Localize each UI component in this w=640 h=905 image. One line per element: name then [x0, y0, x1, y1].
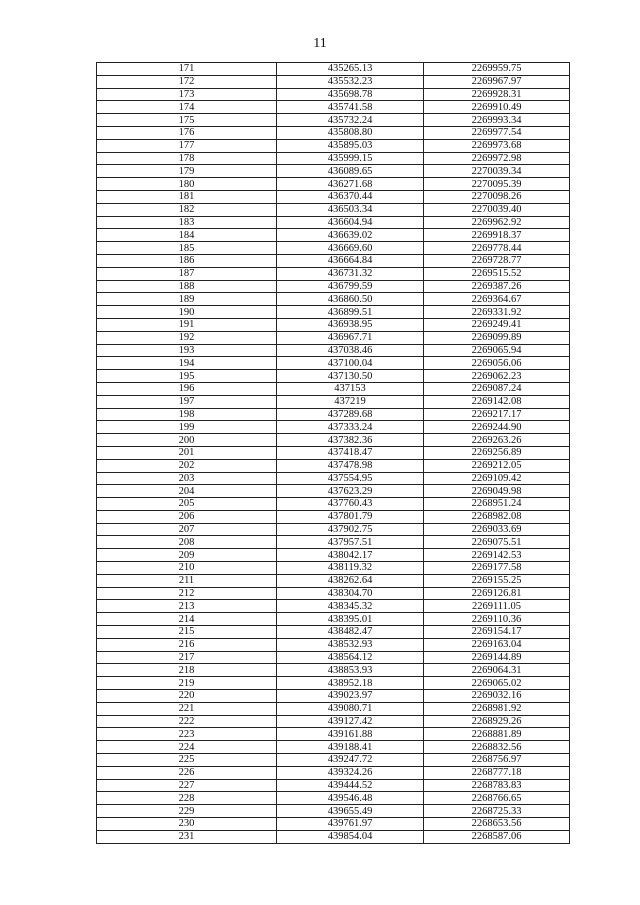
point-number-cell: 227	[97, 779, 277, 792]
point-number-cell: 222	[97, 715, 277, 728]
point-number-cell: 198	[97, 408, 277, 421]
x-coordinate-cell: 436799.59	[277, 280, 424, 293]
x-coordinate-cell: 438304.70	[277, 587, 424, 600]
table-row	[97, 421, 570, 434]
x-coordinate-cell: 439247.72	[277, 754, 424, 767]
table-row	[97, 805, 570, 818]
y-coordinate-cell: 2269972.98	[424, 152, 570, 165]
x-coordinate-cell: 439080.71	[277, 702, 424, 715]
y-coordinate-cell: 2269155.25	[424, 574, 570, 587]
y-coordinate-cell: 2269126.81	[424, 587, 570, 600]
table-row	[97, 190, 570, 203]
x-coordinate-cell: 436669.60	[277, 242, 424, 255]
table-row	[97, 498, 570, 511]
y-coordinate-cell: 2268777.18	[424, 766, 570, 779]
x-coordinate-cell: 437289.68	[277, 408, 424, 421]
x-coordinate-cell: 437623.29	[277, 485, 424, 498]
y-coordinate-cell: 2268766.65	[424, 792, 570, 805]
table-row	[97, 331, 570, 344]
table-row	[97, 779, 570, 792]
table-row	[97, 587, 570, 600]
point-number-cell: 193	[97, 344, 277, 357]
point-number-cell: 197	[97, 395, 277, 408]
x-coordinate-cell: 439546.48	[277, 792, 424, 805]
table-row	[97, 280, 570, 293]
table-row	[97, 754, 570, 767]
point-number-cell: 183	[97, 216, 277, 229]
x-coordinate-cell: 439188.41	[277, 741, 424, 754]
y-coordinate-cell: 2268725.33	[424, 805, 570, 818]
point-number-cell: 191	[97, 318, 277, 331]
x-coordinate-cell: 438564.12	[277, 651, 424, 664]
y-coordinate-cell: 2269967.97	[424, 75, 570, 88]
table-row	[97, 293, 570, 306]
point-number-cell: 230	[97, 818, 277, 831]
y-coordinate-cell: 2269959.75	[424, 63, 570, 76]
x-coordinate-cell: 435808.80	[277, 126, 424, 139]
table-row	[97, 203, 570, 216]
table-row	[97, 306, 570, 319]
table-row	[97, 715, 570, 728]
y-coordinate-cell: 2269993.34	[424, 114, 570, 127]
y-coordinate-cell: 2269973.68	[424, 139, 570, 152]
y-coordinate-cell: 2268981.92	[424, 702, 570, 715]
point-number-cell: 177	[97, 139, 277, 152]
y-coordinate-cell: 2268881.89	[424, 728, 570, 741]
table-row	[97, 626, 570, 639]
x-coordinate-cell: 436938.95	[277, 318, 424, 331]
point-number-cell: 172	[97, 75, 277, 88]
table-row	[97, 344, 570, 357]
x-coordinate-cell: 435698.78	[277, 88, 424, 101]
point-number-cell: 209	[97, 549, 277, 562]
point-number-cell: 185	[97, 242, 277, 255]
x-coordinate-cell: 439324.26	[277, 766, 424, 779]
table-row	[97, 75, 570, 88]
table-row	[97, 690, 570, 703]
x-coordinate-cell: 438853.93	[277, 664, 424, 677]
y-coordinate-cell: 2269918.37	[424, 229, 570, 242]
point-number-cell: 196	[97, 382, 277, 395]
table-row	[97, 434, 570, 447]
point-number-cell: 204	[97, 485, 277, 498]
point-number-cell: 188	[97, 280, 277, 293]
y-coordinate-cell: 2269364.67	[424, 293, 570, 306]
x-coordinate-cell: 437554.95	[277, 472, 424, 485]
y-coordinate-cell: 2269065.94	[424, 344, 570, 357]
table-row	[97, 88, 570, 101]
table-row	[97, 101, 570, 114]
y-coordinate-cell: 2268783.83	[424, 779, 570, 792]
x-coordinate-cell: 436967.71	[277, 331, 424, 344]
point-number-cell: 205	[97, 498, 277, 511]
y-coordinate-cell: 2268982.08	[424, 510, 570, 523]
y-coordinate-cell: 2268951.24	[424, 498, 570, 511]
x-coordinate-cell: 438952.18	[277, 677, 424, 690]
y-coordinate-cell: 2269977.54	[424, 126, 570, 139]
y-coordinate-cell: 2268832.56	[424, 741, 570, 754]
point-number-cell: 186	[97, 254, 277, 267]
y-coordinate-cell: 2269064.31	[424, 664, 570, 677]
y-coordinate-cell: 2269154.17	[424, 626, 570, 639]
table-row	[97, 651, 570, 664]
table-row	[97, 472, 570, 485]
x-coordinate-cell: 438345.32	[277, 600, 424, 613]
x-coordinate-cell: 435999.15	[277, 152, 424, 165]
point-number-cell: 223	[97, 728, 277, 741]
x-coordinate-cell: 437100.04	[277, 357, 424, 370]
point-number-cell: 210	[97, 562, 277, 575]
x-coordinate-cell: 437801.79	[277, 510, 424, 523]
table-row	[97, 485, 570, 498]
y-coordinate-cell: 2269515.52	[424, 267, 570, 280]
table-row	[97, 242, 570, 255]
point-number-cell: 175	[97, 114, 277, 127]
point-number-cell: 228	[97, 792, 277, 805]
table-row	[97, 677, 570, 690]
coordinate-table-body	[97, 63, 570, 844]
table-row	[97, 830, 570, 843]
x-coordinate-cell: 439444.52	[277, 779, 424, 792]
table-row	[97, 229, 570, 242]
point-number-cell: 189	[97, 293, 277, 306]
x-coordinate-cell: 437382.36	[277, 434, 424, 447]
table-row	[97, 600, 570, 613]
table-row	[97, 114, 570, 127]
table-row	[97, 254, 570, 267]
x-coordinate-cell: 438395.01	[277, 613, 424, 626]
y-coordinate-cell: 2269032.16	[424, 690, 570, 703]
point-number-cell: 219	[97, 677, 277, 690]
y-coordinate-cell: 2269263.26	[424, 434, 570, 447]
table-row	[97, 63, 570, 76]
y-coordinate-cell: 2269110.36	[424, 613, 570, 626]
point-number-cell: 202	[97, 459, 277, 472]
y-coordinate-cell: 2268587.06	[424, 830, 570, 843]
y-coordinate-cell: 2268653.56	[424, 818, 570, 831]
table-row	[97, 792, 570, 805]
y-coordinate-cell: 2269087.24	[424, 382, 570, 395]
point-number-cell: 215	[97, 626, 277, 639]
table-row	[97, 510, 570, 523]
x-coordinate-cell: 437219	[277, 395, 424, 408]
x-coordinate-cell: 436639.02	[277, 229, 424, 242]
y-coordinate-cell: 2270098.26	[424, 190, 570, 203]
x-coordinate-cell: 437418.47	[277, 446, 424, 459]
x-coordinate-cell: 437902.75	[277, 523, 424, 536]
point-number-cell: 201	[97, 446, 277, 459]
y-coordinate-cell: 2269142.53	[424, 549, 570, 562]
x-coordinate-cell: 438262.64	[277, 574, 424, 587]
point-number-cell: 231	[97, 830, 277, 843]
y-coordinate-cell: 2269056.06	[424, 357, 570, 370]
table-row	[97, 536, 570, 549]
point-number-cell: 220	[97, 690, 277, 703]
x-coordinate-cell: 435532.23	[277, 75, 424, 88]
table-row	[97, 523, 570, 536]
y-coordinate-cell: 2269065.02	[424, 677, 570, 690]
y-coordinate-cell: 2269910.49	[424, 101, 570, 114]
x-coordinate-cell: 437478.98	[277, 459, 424, 472]
x-coordinate-cell: 437957.51	[277, 536, 424, 549]
point-number-cell: 226	[97, 766, 277, 779]
y-coordinate-cell: 2269142.08	[424, 395, 570, 408]
y-coordinate-cell: 2269062.23	[424, 370, 570, 383]
point-number-cell: 195	[97, 370, 277, 383]
point-number-cell: 181	[97, 190, 277, 203]
table-row	[97, 702, 570, 715]
point-number-cell: 213	[97, 600, 277, 613]
point-number-cell: 192	[97, 331, 277, 344]
x-coordinate-cell: 438119.32	[277, 562, 424, 575]
y-coordinate-cell: 2269111.05	[424, 600, 570, 613]
table-row	[97, 766, 570, 779]
table-row	[97, 818, 570, 831]
point-number-cell: 217	[97, 651, 277, 664]
point-number-cell: 207	[97, 523, 277, 536]
point-number-cell: 184	[97, 229, 277, 242]
x-coordinate-cell: 439854.04	[277, 830, 424, 843]
table-row	[97, 459, 570, 472]
x-coordinate-cell: 436271.68	[277, 178, 424, 191]
table-row	[97, 382, 570, 395]
point-number-cell: 224	[97, 741, 277, 754]
point-number-cell: 216	[97, 638, 277, 651]
y-coordinate-cell: 2269249.41	[424, 318, 570, 331]
y-coordinate-cell: 2269256.89	[424, 446, 570, 459]
x-coordinate-cell: 436089.65	[277, 165, 424, 178]
y-coordinate-cell: 2269778.44	[424, 242, 570, 255]
point-number-cell: 218	[97, 664, 277, 677]
table-row	[97, 613, 570, 626]
table-row	[97, 728, 570, 741]
point-number-cell: 194	[97, 357, 277, 370]
x-coordinate-cell: 439161.88	[277, 728, 424, 741]
y-coordinate-cell: 2269177.58	[424, 562, 570, 575]
point-number-cell: 173	[97, 88, 277, 101]
point-number-cell: 200	[97, 434, 277, 447]
x-coordinate-cell: 438532.93	[277, 638, 424, 651]
point-number-cell: 180	[97, 178, 277, 191]
x-coordinate-cell: 436370.44	[277, 190, 424, 203]
x-coordinate-cell: 437760.43	[277, 498, 424, 511]
point-number-cell: 199	[97, 421, 277, 434]
x-coordinate-cell: 436899.51	[277, 306, 424, 319]
table-row	[97, 549, 570, 562]
table-row	[97, 165, 570, 178]
table-row	[97, 574, 570, 587]
table-row	[97, 562, 570, 575]
x-coordinate-cell: 436664.84	[277, 254, 424, 267]
y-coordinate-cell: 2268929.26	[424, 715, 570, 728]
point-number-cell: 182	[97, 203, 277, 216]
table-row	[97, 741, 570, 754]
table-row	[97, 267, 570, 280]
x-coordinate-cell: 439655.49	[277, 805, 424, 818]
y-coordinate-cell: 2269099.89	[424, 331, 570, 344]
y-coordinate-cell: 2269962.92	[424, 216, 570, 229]
point-number-cell: 171	[97, 63, 277, 76]
coordinate-table	[96, 62, 570, 844]
table-row	[97, 318, 570, 331]
point-number-cell: 190	[97, 306, 277, 319]
y-coordinate-cell: 2269928.31	[424, 88, 570, 101]
point-number-cell: 187	[97, 267, 277, 280]
y-coordinate-cell: 2269163.04	[424, 638, 570, 651]
table-row	[97, 408, 570, 421]
point-number-cell: 225	[97, 754, 277, 767]
point-number-cell: 206	[97, 510, 277, 523]
x-coordinate-cell: 437038.46	[277, 344, 424, 357]
y-coordinate-cell: 2269217.17	[424, 408, 570, 421]
y-coordinate-cell: 2269331.92	[424, 306, 570, 319]
x-coordinate-cell: 437130.50	[277, 370, 424, 383]
point-number-cell: 212	[97, 587, 277, 600]
point-number-cell: 208	[97, 536, 277, 549]
table-row	[97, 139, 570, 152]
x-coordinate-cell: 435732.24	[277, 114, 424, 127]
x-coordinate-cell: 438482.47	[277, 626, 424, 639]
table-row	[97, 178, 570, 191]
table-row	[97, 446, 570, 459]
y-coordinate-cell: 2269049.98	[424, 485, 570, 498]
point-number-cell: 214	[97, 613, 277, 626]
point-number-cell: 211	[97, 574, 277, 587]
table-row	[97, 664, 570, 677]
table-row	[97, 126, 570, 139]
table-row	[97, 370, 570, 383]
y-coordinate-cell: 2269109.42	[424, 472, 570, 485]
x-coordinate-cell: 437153	[277, 382, 424, 395]
table-row	[97, 216, 570, 229]
x-coordinate-cell: 435265.13	[277, 63, 424, 76]
x-coordinate-cell: 436604.94	[277, 216, 424, 229]
y-coordinate-cell: 2269144.89	[424, 651, 570, 664]
y-coordinate-cell: 2269212.05	[424, 459, 570, 472]
x-coordinate-cell: 438042.17	[277, 549, 424, 562]
y-coordinate-cell: 2268756.97	[424, 754, 570, 767]
point-number-cell: 203	[97, 472, 277, 485]
y-coordinate-cell: 2269244.90	[424, 421, 570, 434]
table-row	[97, 638, 570, 651]
y-coordinate-cell: 2269075.51	[424, 536, 570, 549]
y-coordinate-cell: 2270095.39	[424, 178, 570, 191]
table-row	[97, 357, 570, 370]
x-coordinate-cell: 436860.50	[277, 293, 424, 306]
x-coordinate-cell: 437333.24	[277, 421, 424, 434]
y-coordinate-cell: 2269033.69	[424, 523, 570, 536]
x-coordinate-cell: 439127.42	[277, 715, 424, 728]
point-number-cell: 178	[97, 152, 277, 165]
point-number-cell: 176	[97, 126, 277, 139]
y-coordinate-cell: 2270039.34	[424, 165, 570, 178]
x-coordinate-cell: 436503.34	[277, 203, 424, 216]
x-coordinate-cell: 439761.97	[277, 818, 424, 831]
x-coordinate-cell: 435741.58	[277, 101, 424, 114]
x-coordinate-cell: 436731.32	[277, 267, 424, 280]
x-coordinate-cell: 439023.97	[277, 690, 424, 703]
y-coordinate-cell: 2270039.40	[424, 203, 570, 216]
point-number-cell: 179	[97, 165, 277, 178]
point-number-cell: 229	[97, 805, 277, 818]
page-number: 11	[313, 36, 327, 51]
table-row	[97, 152, 570, 165]
y-coordinate-cell: 2269728.77	[424, 254, 570, 267]
x-coordinate-cell: 435895.03	[277, 139, 424, 152]
point-number-cell: 221	[97, 702, 277, 715]
point-number-cell: 174	[97, 101, 277, 114]
y-coordinate-cell: 2269387.26	[424, 280, 570, 293]
table-row	[97, 395, 570, 408]
